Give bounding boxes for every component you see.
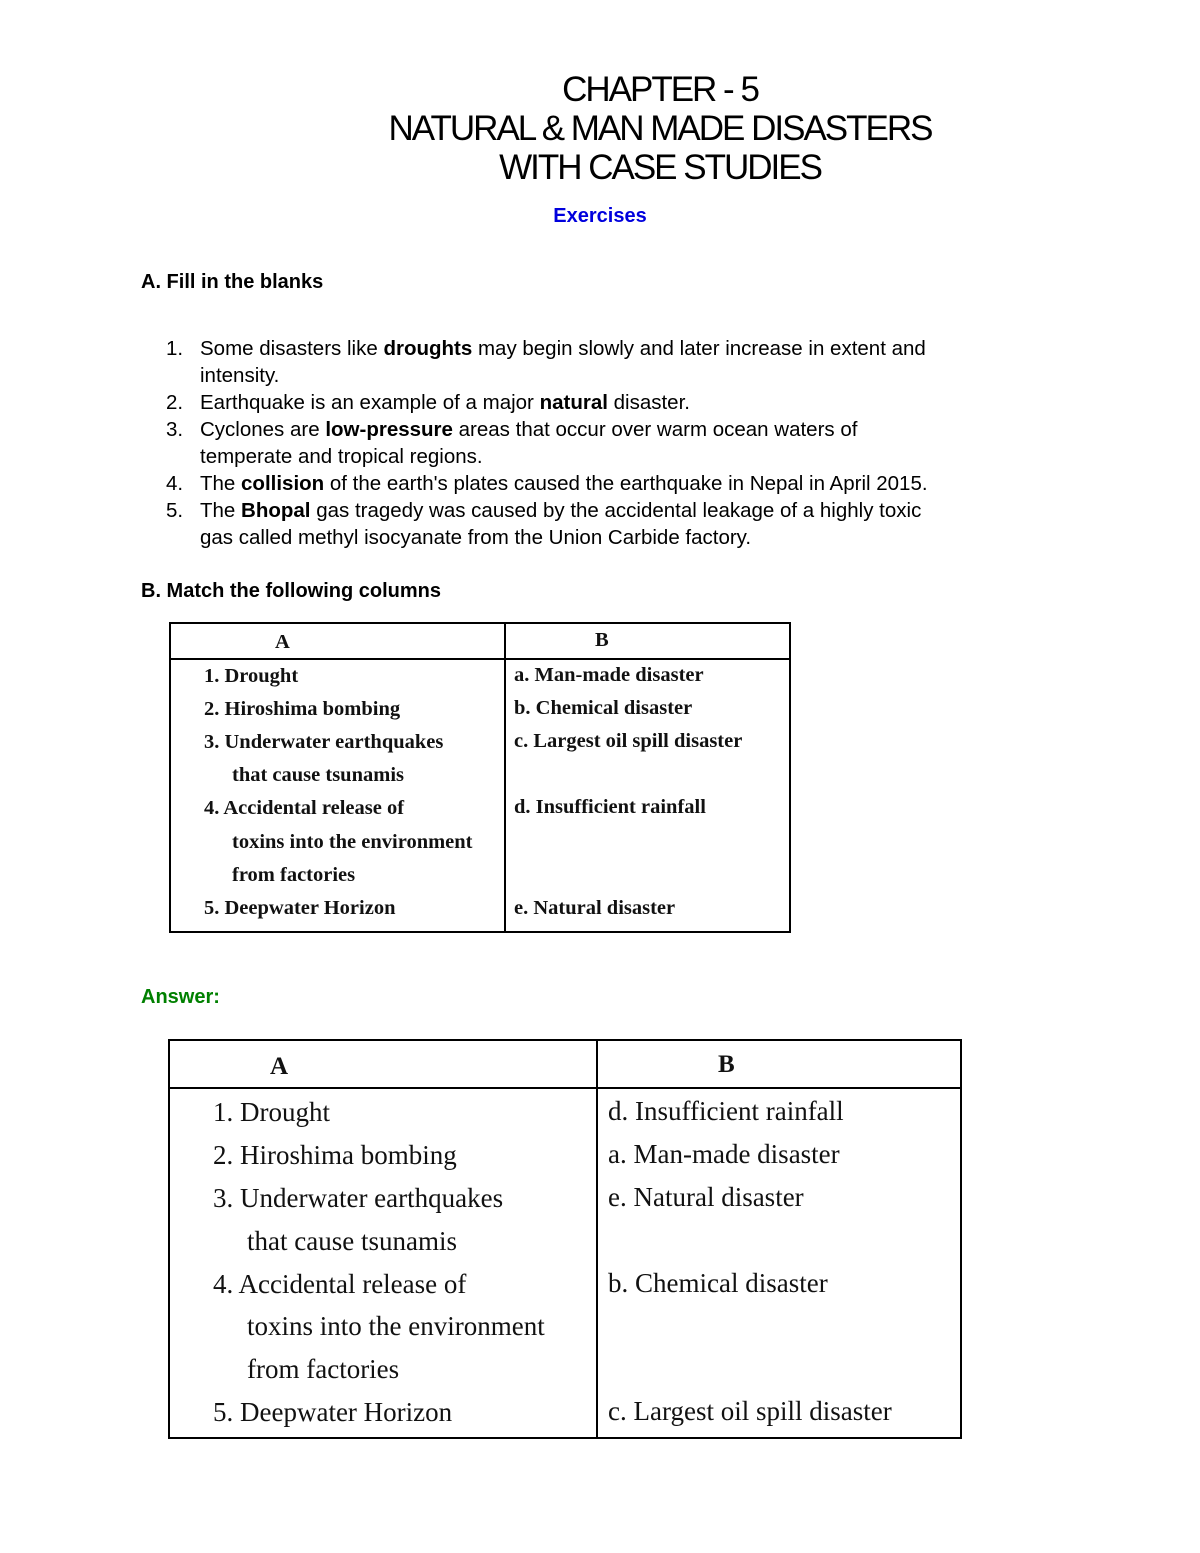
item-number: 2.	[166, 391, 184, 414]
item-number: 5.	[166, 499, 184, 522]
table-cell-a: 3. Underwater earthquakes	[213, 1183, 504, 1213]
table-cell-b: a. Man-made disaster	[514, 664, 704, 686]
list-item	[160, 389, 1060, 416]
item-answer: collision	[241, 472, 325, 495]
table-cell-b: e. Natural disaster	[514, 897, 676, 919]
table-cell-a: 2. Hiroshima bombing	[213, 1140, 457, 1170]
table-cell-a: toxins into the environment	[232, 831, 473, 853]
item-answer: droughts	[383, 337, 473, 360]
column-b-header: B	[595, 629, 609, 651]
table-cell-a: 4. Accidental release of	[213, 1269, 467, 1299]
chapter-title: CHAPTER - 5	[562, 70, 758, 109]
table-cell-a: from factories	[232, 864, 356, 886]
item-answer: natural	[539, 391, 608, 414]
match-answer-table	[168, 1039, 962, 1439]
item-text: gas tragedy was caused by the accidental leakage of a highly toxic	[310, 499, 922, 522]
section-a-heading: A. Fill in the blanks	[141, 271, 324, 293]
item-text: temperate and tropical regions.	[200, 445, 483, 468]
item-text: The	[200, 499, 242, 522]
item-text: Cyclones are	[200, 418, 326, 441]
list-item	[160, 497, 1060, 551]
item-text: Some disasters like	[200, 337, 384, 360]
table-cell-b: e. Natural disaster	[608, 1182, 804, 1212]
section-b-heading: B. Match the following columns	[141, 580, 441, 602]
item-text: The	[200, 472, 242, 495]
list-item	[160, 416, 1060, 470]
table-cell-a: 5. Deepwater Horizon	[204, 897, 396, 919]
column-a-header: A	[275, 631, 290, 653]
table-cell-b: d. Insufficient rainfall	[608, 1096, 844, 1126]
item-text: disaster.	[607, 391, 690, 414]
column-b-header: B	[718, 1051, 735, 1078]
match-question-table	[169, 622, 791, 933]
table-cell-a: 5. Deepwater Horizon	[213, 1397, 453, 1427]
table-cell-a: from factories	[247, 1354, 400, 1384]
item-text: of the earth's plates caused the earthquake in Nepal in April 2015.	[324, 472, 928, 495]
chapter-subtitle-line1: NATURAL & MAN MADE DISASTERS	[388, 109, 932, 148]
list-item	[160, 470, 1060, 497]
list-item	[160, 335, 1060, 389]
header-divider	[170, 1087, 960, 1089]
column-divider	[596, 1041, 598, 1437]
item-text: areas that occur over warm ocean waters of	[452, 418, 858, 441]
fill-blanks-list	[160, 335, 1060, 551]
item-text: may begin slowly and later increase in extent and	[472, 337, 926, 360]
chapter-subtitle-line2: WITH CASE STUDIES	[499, 148, 821, 187]
item-text: gas called methyl isocyanate from the Union Carbide factory.	[200, 526, 752, 549]
item-answer: low-pressure	[325, 418, 453, 441]
item-number: 1.	[166, 337, 184, 360]
table-cell-a: 3. Underwater earthquakes	[204, 731, 444, 753]
exercises-heading: Exercises	[553, 205, 647, 227]
table-cell-b: b. Chemical disaster	[514, 697, 693, 719]
table-cell-a: 1. Drought	[204, 665, 299, 687]
column-divider	[504, 624, 506, 931]
item-answer: Bhopal	[241, 499, 311, 522]
table-cell-a: 2. Hiroshima bombing	[204, 698, 401, 720]
column-a-header: A	[270, 1053, 289, 1080]
table-cell-b: c. Largest oil spill disaster	[514, 730, 743, 752]
table-cell-a: 4. Accidental release of	[204, 797, 405, 819]
item-number: 3.	[166, 418, 184, 441]
item-text: Earthquake is an example of a major	[200, 391, 540, 414]
table-cell-b: a. Man-made disaster	[608, 1139, 840, 1169]
answer-label: Answer:	[141, 986, 220, 1008]
table-cell-b: c. Largest oil spill disaster	[608, 1396, 892, 1426]
item-text: intensity.	[200, 364, 280, 387]
table-cell-b: d. Insufficient rainfall	[514, 796, 706, 818]
table-cell-b: b. Chemical disaster	[608, 1268, 828, 1298]
table-cell-a: that cause tsunamis	[247, 1226, 457, 1256]
table-cell-a: that cause tsunamis	[232, 764, 404, 786]
item-number: 4.	[166, 472, 184, 495]
table-cell-a: 1. Drought	[213, 1097, 330, 1127]
header-divider	[171, 658, 789, 660]
table-cell-a: toxins into the environment	[247, 1311, 545, 1341]
